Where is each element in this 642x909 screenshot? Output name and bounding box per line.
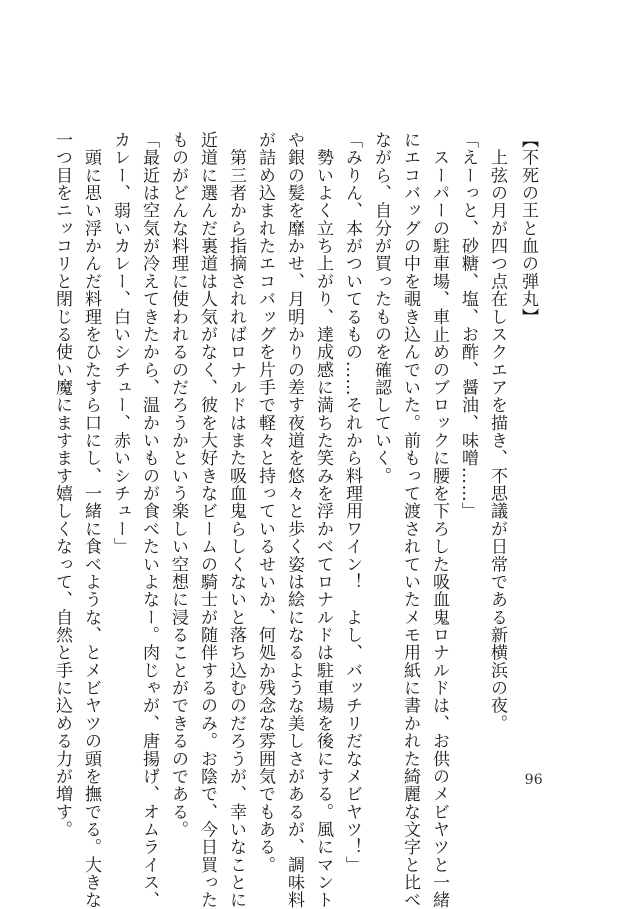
text-line-5: ながら、自分が買ったものを確認していく。 [371, 131, 391, 485]
text-line-4: にエコバッグの中を覗き込んでいた。前もって渡されていたメモ用紙に書かれた綺麗な文字と比べ [400, 131, 420, 909]
text-line-2: 「えーっと、砂糖、塩、お酢、醤油、味噌……」 [458, 131, 478, 520]
text-line-10: 第三者から指摘されればロナルドはまた吸血鬼らしくないと落ち込むのだろうが、幸いなことに [226, 131, 246, 909]
page-number: 96 [524, 772, 543, 788]
text-line-12: ものがどんな料理に使われるのだろうかという楽しい空想に浸ることができるのである。 [168, 131, 188, 839]
text-line-13: 「最近は空気が冷えてきたから、温かいものが食べたいよなー。肉じゃが、唐揚げ、オムライス、 [139, 131, 159, 909]
text-line-15: 頭に思い浮かんだ料理をひたすら口にし、一緒に食べような、とメビヤツの頭を撫でる。大きな [81, 131, 101, 909]
chapter-title: 【不死の王と血の弾丸】 [518, 131, 538, 326]
text-line-3: スーパーの駐車場、車止めのブロックに腰を下ろした吸血鬼ロナルドは、お供のメビヤツと一緒 [429, 131, 449, 909]
text-line-16: 一つ目をニッコリと閉じる使い魔にますます嬉しくなって、自然と手に込める力が増す。 [52, 131, 72, 839]
text-line-7: 勢いよく立ち上がり、達成感に満ちた笑みを浮かべてロナルドは駐車場を後にする。風にマント [313, 131, 333, 909]
text-line-6: 「みりん、本がついてるもの……それから料理用ワイン！ よし、バッチリだなメビヤツ！」 [342, 131, 362, 874]
text-line-11: 近道に選んだ裏道は人気がなく、彼を大好きなビームの騎士が随伴するのみ。お陰で、今日買った [197, 131, 217, 909]
text-line-1: 上弦の月が四つ点在しスクエアを描き、不思議が日常である新横浜の夜。 [487, 131, 507, 733]
text-line-14: カレー、弱いカレー、白いシチュー、赤いシチュー」 [110, 131, 130, 556]
text-line-9: が詰め込まれたエコバッグを片手で軽々と持っているせいか、何処か残念な雰囲気でもある。 [255, 131, 275, 874]
text-line-8: や銀の髪を靡かせ、月明かりの差す夜道を悠々と歩く姿は絵になるような美しさがあるが、調味料 [284, 131, 304, 909]
